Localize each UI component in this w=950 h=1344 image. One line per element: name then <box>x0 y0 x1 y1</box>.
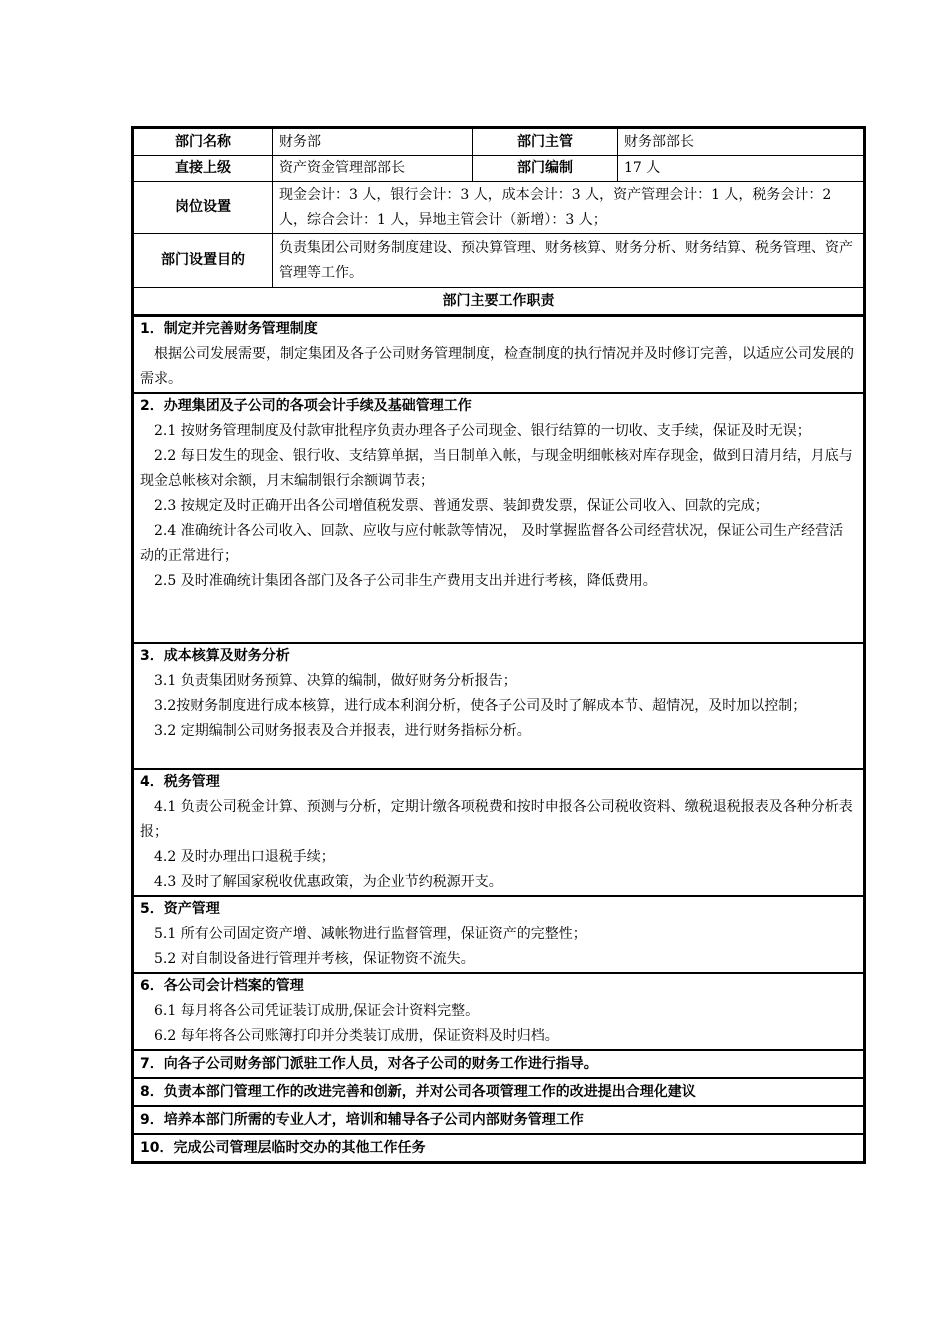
section-item: 3.2 定期编制公司财务报表及合并报表，进行财务指标分析。 <box>154 723 531 739</box>
superior-label: 直接上级 <box>134 156 273 182</box>
duty-section-3 <box>134 643 864 769</box>
section-title: 6．各公司会计档案的管理 <box>140 978 304 994</box>
dept-head-label: 部门主管 <box>473 129 618 156</box>
section-item: 4.2 及时办理出口退税手续； <box>154 849 335 865</box>
duties-table <box>133 315 864 1162</box>
section-item: 5.1 所有公司固定资产增、减帐物进行监督管理，保证资产的完整性； <box>154 926 587 942</box>
section-item: 6.2 每年将各公司账簿打印并分类装订成册，保证资料及时归档。 <box>154 1028 559 1044</box>
job-description-table <box>131 126 866 1164</box>
superior-value: 资产资金管理部部长 <box>273 156 473 182</box>
duty-section-4 <box>134 769 864 896</box>
section-item: 2.2 每日发生的现金、银行收、支结算单据，当日制单入帐，与现金明细帐核对库存现金，做到日清月结，月底与现金总帐核对余额，月末编制银行余额调节表； <box>140 448 853 489</box>
purpose-label: 部门设置目的 <box>134 234 273 288</box>
duty-item-8: 8．负责本部门管理工作的改进完善和创新，并对公司各项管理工作的改进提出合理化建议 <box>134 1078 864 1106</box>
duty-section-5 <box>134 896 864 973</box>
section-title: 2．办理集团及子公司的各项会计手续及基础管理工作 <box>140 398 472 414</box>
section-item: 3.1 负责集团财务预算、决算的编制，做好财务分析报告； <box>154 673 517 689</box>
duty-item-9: 9．培养本部门所需的专业人才，培训和辅导各子公司内部财务管理工作 <box>134 1106 864 1134</box>
headcount-label: 部门编制 <box>473 156 618 182</box>
duty-item-10: 10．完成公司管理层临时交办的其他工作任务 <box>134 1134 864 1162</box>
dept-name-value: 财务部 <box>273 129 473 156</box>
section-item: 2.1 按财务管理制度及付款审批程序负责办理各子公司现金、银行结算的一切收、支手续，保证及时无误； <box>154 423 811 439</box>
section-title: 1．制定并完善财务管理制度 <box>140 321 318 337</box>
section-item: 3.2按财务制度进行成本核算，进行成本利润分析，使各子公司及时了解成本节、超情况，及时加以控制； <box>154 698 807 714</box>
duties-title: 部门主要工作职责 <box>134 288 864 315</box>
department-info-table <box>133 128 864 315</box>
section-item: 2.5 及时准确统计集团各部门及各子公司非生产费用支出并进行考核，降低费用。 <box>154 573 657 589</box>
duty-section-2 <box>134 393 864 643</box>
section-title: 5．资产管理 <box>140 901 220 917</box>
dept-name-label: 部门名称 <box>134 129 273 156</box>
section-item: 2.3 按规定及时正确开出各公司增值税发票、普通发票、装卸费发票，保证公司收入、回款的完成； <box>154 498 769 514</box>
positions-label: 岗位设置 <box>134 182 273 234</box>
section-title: 4．税务管理 <box>140 774 220 790</box>
section-item: 4.1 负责公司税金计算、预测与分析，定期计缴各项税费和按时申报各公司税收资料、缴税退税报表及各种分析表报； <box>140 799 853 840</box>
headcount-value: 17 人 <box>618 156 864 182</box>
section-item: 5.2 对自制设备进行管理并考核，保证物资不流失。 <box>154 951 475 967</box>
purpose-value: 负责集团公司财务制度建设、预决算管理、财务核算、财务分析、财务结算、税务管理、资产管理等工作。 <box>273 234 864 288</box>
section-item: 4.3 及时了解国家税收优惠政策，为企业节约税源开支。 <box>154 874 503 890</box>
duty-section-6 <box>134 973 864 1050</box>
section-item: 根据公司发展需要，制定集团及各子公司财务管理制度，检查制度的执行情况并及时修订完善，以适应公司发展的需求。 <box>140 346 854 387</box>
duty-section-1 <box>134 316 864 393</box>
positions-value: 现金会计：3 人，银行会计：3 人，成本会计：3 人，资产管理会计：1 人，税务会计：2 人，综合会计：1 人，异地主管会计（新增）：3 人； <box>273 182 864 234</box>
section-item: 2.4 准确统计各公司收入、回款、应收与应付帐款等情况， 及时掌握监督各公司经营状况，保证公司生产经营活动的正常进行； <box>140 523 844 564</box>
section-item: 6.1 每月将各公司凭证装订成册,保证会计资料完整。 <box>154 1003 480 1019</box>
dept-head-value: 财务部部长 <box>618 129 864 156</box>
duty-item-7: 7．向各子公司财务部门派驻工作人员，对各子公司的财务工作进行指导。 <box>134 1050 864 1078</box>
section-title: 3．成本核算及财务分析 <box>140 648 290 664</box>
